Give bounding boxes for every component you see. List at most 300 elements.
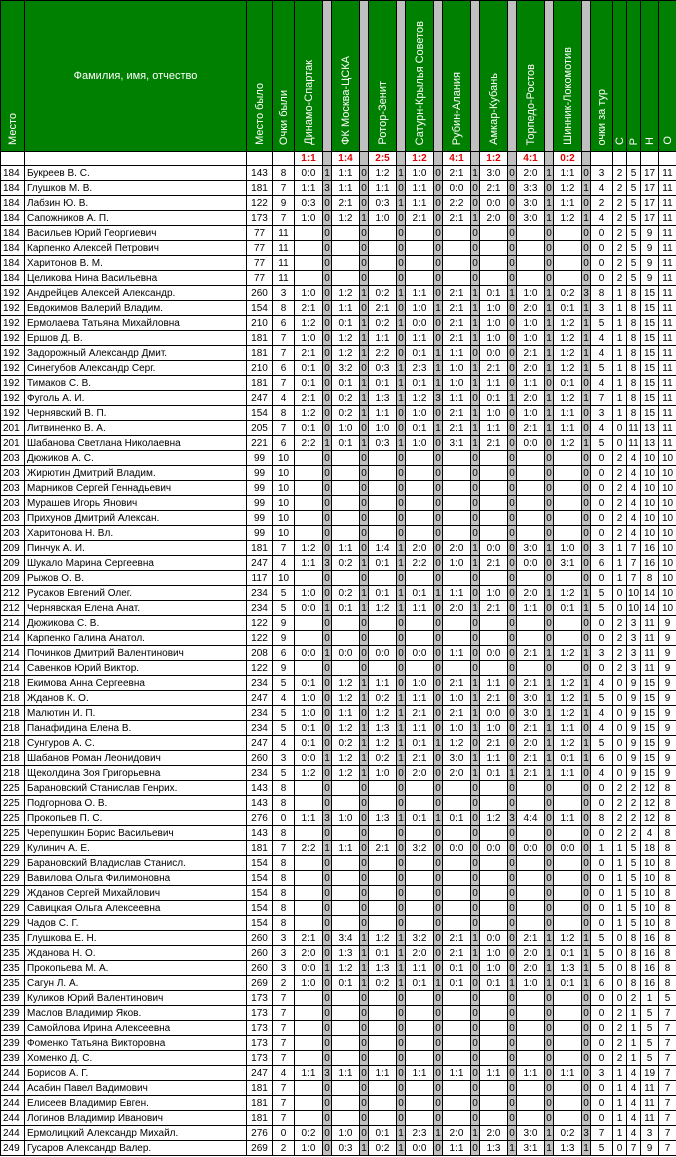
participant-name: Барановский Владислав Станисл.: [25, 856, 247, 871]
match-points-cell: 0: [472, 662, 478, 674]
prediction-cell: [295, 481, 323, 496]
prediction-cell: 1:2: [480, 811, 508, 826]
stat-cell: 10: [659, 481, 676, 496]
match-points-cell: 0: [361, 512, 367, 524]
prediction-cell: [369, 826, 397, 841]
stat-cell: 1: [613, 901, 627, 916]
match-points-cell: 0: [361, 242, 367, 254]
prediction-cell: [406, 1036, 434, 1051]
stat-cell: 1: [627, 1006, 641, 1021]
match-points-cell: 0: [435, 962, 441, 974]
stat-cell: 10: [641, 511, 659, 526]
prediction-cell: [443, 271, 471, 286]
prediction-cell: 1:0: [332, 811, 360, 826]
prediction-cell: 1:2: [554, 586, 582, 601]
place-was-cell: 173: [247, 1006, 273, 1021]
place-was-cell: 173: [247, 1021, 273, 1036]
match-points-cell: 0: [546, 602, 552, 614]
match-points-cell: 0: [324, 257, 330, 269]
match-points-cell: 1: [583, 647, 589, 659]
stat-cell: 1: [613, 1126, 627, 1141]
match-points-cell: 0: [361, 782, 367, 794]
prediction-cell: 2:1: [517, 751, 545, 766]
match-points-cell: 0: [435, 272, 441, 284]
stat-cell: 1: [613, 286, 627, 301]
match-points-cell: 0: [435, 647, 441, 659]
prediction-cell: 0:2: [332, 406, 360, 421]
match-points-cell: 0: [509, 872, 515, 884]
match-points-cell: 0: [324, 392, 330, 404]
place-cell: 203: [1, 451, 25, 466]
place-cell: 209: [1, 571, 25, 586]
stat-cell: 7: [659, 1036, 676, 1051]
prediction-cell: 2:0: [517, 301, 545, 316]
points-were-cell: 7: [273, 181, 295, 196]
match-points-cell: 0: [324, 737, 330, 749]
match-points-cell: 0: [361, 1007, 367, 1019]
stat-cell: 1: [591, 841, 613, 856]
prediction-cell: 3:4: [332, 931, 360, 946]
place-cell: 229: [1, 901, 25, 916]
header-place-was: Место было: [247, 1, 273, 152]
match-points-cell: 0: [361, 1112, 367, 1124]
prediction-cell: 1:1: [369, 181, 397, 196]
stat-cell: 11: [659, 436, 676, 451]
match-points-cell: 1: [583, 362, 589, 374]
prediction-cell: 0:2: [332, 586, 360, 601]
stat-cell: 2: [613, 271, 627, 286]
place-was-cell: 154: [247, 301, 273, 316]
match-points-cell: 0: [509, 497, 515, 509]
prediction-cell: 2:1: [480, 736, 508, 751]
match-points-cell: 0: [509, 692, 515, 704]
prediction-cell: [295, 616, 323, 631]
prediction-cell: 1:0: [443, 556, 471, 571]
match-points-cell: 0: [509, 917, 515, 929]
prediction-cell: [406, 631, 434, 646]
match-points-cell: 0: [324, 242, 330, 254]
points-were-cell: 10: [273, 481, 295, 496]
match-points-cell: 0: [583, 917, 589, 929]
prediction-cell: [369, 631, 397, 646]
match-points-cell: 1: [361, 932, 367, 944]
place-was-cell: 234: [247, 766, 273, 781]
prediction-cell: 0:1: [295, 361, 323, 376]
participant-name: Синегубов Александр Серг.: [25, 361, 247, 376]
match-points-cell: 0: [324, 857, 330, 869]
stat-cell: 0: [591, 781, 613, 796]
stat-cell: 8: [591, 811, 613, 826]
table-row: [1, 751, 676, 766]
prediction-cell: 1:1: [332, 1066, 360, 1081]
participant-name: Савицкая Ольга Алексеевна: [25, 901, 247, 916]
prediction-cell: 0:1: [369, 946, 397, 961]
match-points-cell: 0: [435, 947, 441, 959]
place-was-cell: 234: [247, 601, 273, 616]
prediction-cell: [517, 631, 545, 646]
match-points-cell: 1: [324, 962, 330, 974]
match-points-cell: 0: [435, 182, 441, 194]
prediction-cell: 1:1: [443, 1066, 471, 1081]
prediction-cell: 1:2: [554, 181, 582, 196]
match-points-cell: 0: [435, 842, 441, 854]
match-points-cell: 0: [324, 677, 330, 689]
prediction-cell: [406, 916, 434, 931]
match-points-cell: 0: [546, 557, 552, 569]
prediction-cell: 1:1: [480, 421, 508, 436]
prediction-cell: 3:1: [443, 436, 471, 451]
match-points-cell: 0: [435, 542, 441, 554]
prediction-cell: [480, 796, 508, 811]
match-points-cell: 0: [509, 737, 515, 749]
stat-cell: 7: [627, 541, 641, 556]
prediction-cell: 0:0: [554, 841, 582, 856]
participant-name: Сагун Л. А.: [25, 976, 247, 991]
match-points-cell: 1: [324, 842, 330, 854]
prediction-cell: [295, 1081, 323, 1096]
points-were-cell: 7: [273, 1081, 295, 1096]
prediction-cell: 1:0: [332, 421, 360, 436]
match-points-cell: 1: [361, 377, 367, 389]
header-gap: [323, 1, 332, 152]
points-were-cell: 5: [273, 586, 295, 601]
match-points-cell: 0: [361, 1082, 367, 1094]
match-points-cell: 0: [324, 572, 330, 584]
prediction-cell: 0:1: [554, 601, 582, 616]
prediction-cell: [554, 466, 582, 481]
prediction-cell: [332, 616, 360, 631]
stat-cell: 1: [613, 331, 627, 346]
match-points-cell: 1: [324, 602, 330, 614]
prediction-cell: 0:1: [295, 376, 323, 391]
header-gap: [545, 1, 554, 152]
match-points-cell: 0: [546, 992, 552, 1004]
participant-name: Дюжикова С. В.: [25, 616, 247, 631]
stat-cell: 1: [613, 1066, 627, 1081]
match-points-cell: 1: [324, 437, 330, 449]
prediction-cell: [369, 901, 397, 916]
match-points-cell: 0: [324, 347, 330, 359]
place-was-cell: 208: [247, 646, 273, 661]
match-points-cell: 0: [398, 872, 404, 884]
match-points-cell: 0: [398, 467, 404, 479]
points-were-cell: 3: [273, 946, 295, 961]
prediction-cell: 1:1: [480, 676, 508, 691]
participant-name: Екимова Анна Сергеевна: [25, 676, 247, 691]
prediction-cell: 2:1: [406, 211, 434, 226]
prediction-cell: 2:1: [332, 196, 360, 211]
stat-cell: 5: [627, 886, 641, 901]
place-was-cell: 234: [247, 676, 273, 691]
stat-cell: 1: [613, 886, 627, 901]
match-points-cell: 0: [546, 617, 552, 629]
stat-cell: 0: [591, 1036, 613, 1051]
stat-cell: 2: [613, 646, 627, 661]
prediction-cell: [480, 1111, 508, 1126]
match-points-cell: 0: [583, 407, 589, 419]
stat-cell: 1: [613, 1111, 627, 1126]
stat-cell: 4: [627, 526, 641, 541]
match-points-cell: 0: [361, 842, 367, 854]
place-was-cell: 247: [247, 691, 273, 706]
match-points-cell: 1: [361, 407, 367, 419]
prediction-cell: 2:1: [517, 721, 545, 736]
prediction-cell: [517, 661, 545, 676]
stat-cell: 4: [627, 496, 641, 511]
match-points-cell: 1: [398, 362, 404, 374]
stat-cell: 1: [613, 1081, 627, 1096]
stat-cell: 17: [641, 196, 659, 211]
prediction-cell: 0:2: [369, 1141, 397, 1156]
match-points-cell: 1: [435, 1127, 441, 1139]
match-points-cell: 0: [583, 227, 589, 239]
prediction-cell: 0:0: [295, 646, 323, 661]
points-were-cell: 7: [273, 211, 295, 226]
stat-cell: 10: [627, 587, 640, 599]
stat-cell: 12: [641, 796, 659, 811]
stat-cell: 5: [627, 256, 641, 271]
participant-name: Чернявский В. П.: [25, 406, 247, 421]
prediction-cell: [369, 616, 397, 631]
stat-cell: 4: [591, 346, 613, 361]
stat-cell: 15: [641, 316, 659, 331]
prediction-cell: [295, 496, 323, 511]
match-points-cell: 0: [435, 1082, 441, 1094]
match-points-cell: 0: [324, 992, 330, 1004]
match-points-cell: 0: [583, 557, 589, 569]
prediction-cell: 0:1: [332, 601, 360, 616]
match-points-cell: 0: [435, 707, 441, 719]
prediction-cell: 1:3: [480, 1141, 508, 1156]
stat-cell: 15: [641, 406, 659, 421]
match-points-cell: 1: [472, 722, 478, 734]
match-points-cell: 0: [472, 977, 478, 989]
prediction-cell: [554, 886, 582, 901]
table-row: [1, 661, 676, 676]
stat-cell: 8: [627, 286, 641, 301]
place-was-cell: 221: [247, 436, 273, 451]
match-points-cell: 0: [509, 857, 515, 869]
stat-cell: 1: [627, 1036, 641, 1051]
place-was-cell: 260: [247, 286, 273, 301]
stat-cell: 0: [591, 1051, 613, 1066]
table-row: [1, 436, 676, 451]
stat-cell: 8: [627, 301, 641, 316]
match-points-cell: 1: [324, 752, 330, 764]
prediction-cell: [295, 511, 323, 526]
table-row: [1, 1051, 676, 1066]
stat-cell: 8: [627, 376, 641, 391]
match-points-cell: 0: [435, 1007, 441, 1019]
points-were-cell: 8: [273, 871, 295, 886]
stat-cell: 9: [627, 766, 641, 781]
prediction-cell: [295, 826, 323, 841]
stat-cell: 10: [641, 481, 659, 496]
stat-cell: 11: [659, 166, 676, 181]
match-points-cell: 0: [361, 422, 367, 434]
prediction-cell: [554, 241, 582, 256]
prediction-cell: [332, 916, 360, 931]
match-points-cell: 0: [324, 1007, 330, 1019]
prediction-cell: 0:1: [406, 811, 434, 826]
prediction-cell: 0:1: [369, 586, 397, 601]
place-cell: 229: [1, 841, 25, 856]
prediction-cell: 1:2: [554, 346, 582, 361]
header-match-5: Рубин-Алания: [443, 1, 471, 152]
match-points-cell: 0: [361, 887, 367, 899]
stat-cell: 1: [627, 1021, 641, 1036]
prediction-cell: [332, 886, 360, 901]
stat-cell: 4: [641, 826, 659, 841]
points-were-cell: 7: [273, 1051, 295, 1066]
match-points-cell: 0: [472, 632, 478, 644]
table-row: [1, 796, 676, 811]
match-points-cell: 0: [509, 1082, 515, 1094]
match-points-cell: 1: [361, 602, 367, 614]
match-points-cell: 0: [398, 497, 404, 509]
place-was-cell: 181: [247, 181, 273, 196]
prediction-cell: 1:0: [406, 676, 434, 691]
match-points-cell: 0: [361, 167, 367, 179]
prediction-cell: 2:0: [517, 166, 545, 181]
place-cell: 184: [1, 271, 25, 286]
prediction-cell: [295, 1111, 323, 1126]
stat-cell: 1: [613, 541, 627, 556]
match-points-cell: 0: [324, 1142, 330, 1154]
match-points-cell: 0: [583, 767, 589, 779]
prediction-cell: 2:0: [517, 736, 545, 751]
place-was-cell: 77: [247, 271, 273, 286]
points-were-cell: 5: [273, 676, 295, 691]
stat-cell: 4: [627, 1126, 641, 1141]
match-points-cell: 0: [324, 287, 330, 299]
prediction-cell: [332, 481, 360, 496]
stat-cell: 3: [591, 406, 613, 421]
match-points-cell: 0: [546, 527, 552, 539]
prediction-cell: 1:1: [517, 376, 545, 391]
place-cell: 184: [1, 226, 25, 241]
match-points-cell: 0: [398, 347, 404, 359]
stat-cell: 1: [613, 556, 627, 571]
header-match-7: Торпедо-Ростов: [517, 1, 545, 152]
stat-cell: 10: [659, 586, 676, 601]
prediction-cell: 0:1: [406, 376, 434, 391]
match-points-cell: 0: [398, 302, 404, 314]
match-points-cell: 1: [324, 647, 330, 659]
prediction-cell: [480, 901, 508, 916]
prediction-cell: [406, 886, 434, 901]
prediction-cell: 1:0: [369, 421, 397, 436]
participant-name: Задорожный Александр Дмит.: [25, 346, 247, 361]
place-cell: 184: [1, 166, 25, 181]
stat-cell: 0: [591, 226, 613, 241]
place-cell: 192: [1, 286, 25, 301]
table-row: [1, 856, 676, 871]
stat-cell: 5: [591, 1141, 613, 1156]
table-row: [1, 286, 676, 301]
header-gap: [397, 1, 406, 152]
place-cell: 184: [1, 241, 25, 256]
match-points-cell: 0: [361, 272, 367, 284]
match-points-cell: 1: [361, 962, 367, 974]
prediction-cell: 1:2: [332, 766, 360, 781]
participant-name: Шабанов Роман Леонидович: [25, 751, 247, 766]
stat-cell: 11: [641, 1081, 659, 1096]
match-points-cell: 1: [546, 422, 552, 434]
table-row: [1, 886, 676, 901]
table-row: [1, 181, 676, 196]
stat-cell: 11: [659, 271, 676, 286]
participant-name: Прихунов Дмитрий Алексан.: [25, 511, 247, 526]
match-points-cell: 0: [398, 512, 404, 524]
prediction-cell: [517, 1036, 545, 1051]
match-points-cell: 0: [546, 1097, 552, 1109]
prediction-cell: 0:0: [295, 751, 323, 766]
points-were-cell: 8: [273, 796, 295, 811]
stat-cell: 10: [659, 601, 676, 616]
match-points-cell: 1: [546, 962, 552, 974]
prediction-cell: 1:1: [332, 541, 360, 556]
match-points-cell: 3: [324, 182, 330, 194]
prediction-cell: [369, 661, 397, 676]
stat-cell: 8: [627, 961, 641, 976]
match-points-cell: 0: [546, 1082, 552, 1094]
prediction-cell: 1:2: [554, 361, 582, 376]
match-points-cell: 1: [546, 347, 552, 359]
match-points-cell: 0: [361, 812, 367, 824]
place-was-cell: 122: [247, 661, 273, 676]
prediction-cell: [332, 1096, 360, 1111]
prediction-cell: [517, 826, 545, 841]
prediction-cell: [443, 856, 471, 871]
prediction-cell: 1:2: [332, 721, 360, 736]
prediction-cell: [443, 466, 471, 481]
match-points-cell: 0: [583, 857, 589, 869]
place-cell: 192: [1, 406, 25, 421]
participant-name: Евдокимов Валерий Владим.: [25, 301, 247, 316]
match-points-cell: 0: [398, 1082, 404, 1094]
prediction-cell: [295, 796, 323, 811]
prediction-cell: 1:2: [295, 316, 323, 331]
stat-cell: 10: [641, 451, 659, 466]
prediction-cell: 1:1: [369, 406, 397, 421]
match-points-cell: 0: [583, 1082, 589, 1094]
match-points-cell: 0: [509, 482, 515, 494]
points-were-cell: 11: [273, 271, 295, 286]
match-points-cell: 0: [546, 512, 552, 524]
participant-name: Черепушкин Борис Васильевич: [25, 826, 247, 841]
match-points-cell: 0: [324, 932, 330, 944]
stat-cell: 1: [613, 856, 627, 871]
match-points-cell: 1: [398, 707, 404, 719]
stat-cell: 15: [641, 376, 659, 391]
match-points-cell: 0: [324, 632, 330, 644]
place-cell: 225: [1, 826, 25, 841]
prediction-cell: 1:1: [554, 721, 582, 736]
points-were-cell: 4: [273, 736, 295, 751]
prediction-cell: 2:1: [480, 691, 508, 706]
prediction-cell: [443, 1051, 471, 1066]
stat-cell: 2: [627, 826, 641, 841]
prediction-cell: [295, 856, 323, 871]
stat-cell: 1: [613, 871, 627, 886]
prediction-cell: [295, 256, 323, 271]
match-points-cell: 0: [509, 422, 515, 434]
stat-cell: 11: [659, 301, 676, 316]
stat-cell: 0: [591, 886, 613, 901]
place-was-cell: 117: [247, 571, 273, 586]
match-points-cell: 1: [546, 692, 552, 704]
